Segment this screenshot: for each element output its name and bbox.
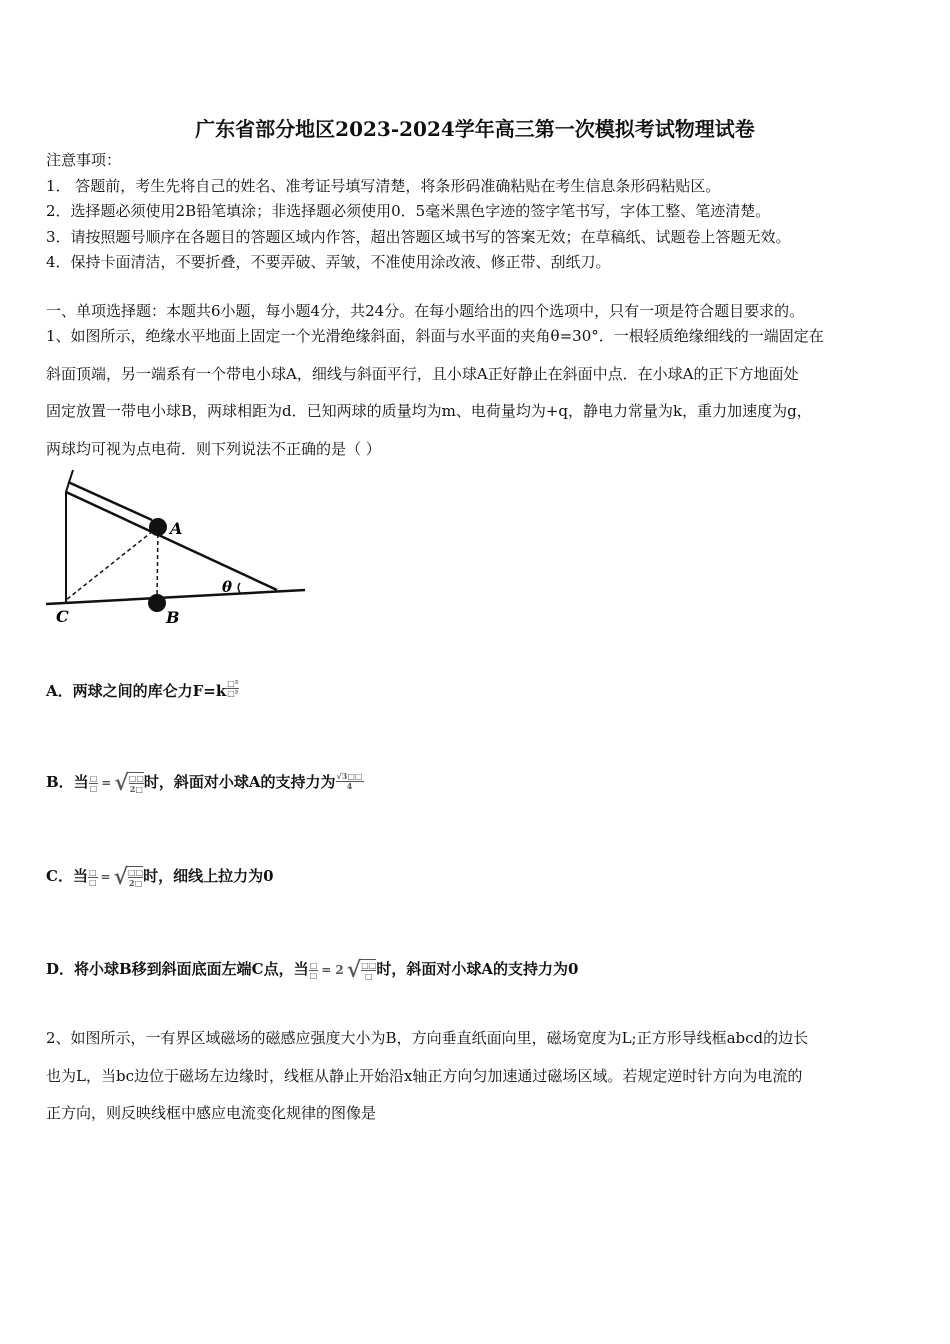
formula	[88, 868, 98, 887]
denominator: □	[89, 782, 98, 793]
numerator: □□	[128, 773, 144, 783]
formula	[226, 679, 239, 698]
numerator: □	[309, 959, 318, 970]
option-d[interactable]	[46, 959, 578, 981]
sqrt: √ □□ 2□	[113, 864, 144, 890]
sqrt: √ □□ □	[346, 957, 377, 983]
q1-text: 两球均可视为点电荷．则下列说法不正确的是（ ）	[46, 440, 381, 458]
q1-text: 1、如图所示，绝缘水平地面上固定一个光滑绝缘斜面，斜面与水平面的夹角θ=30°．一根轻质绝缘细线的一端固定在	[46, 327, 824, 345]
option-c-text: 时，细线上拉力为0	[143, 867, 274, 885]
option-d-prefix: D．将小球B移到斜面底面左端C点，当	[46, 960, 309, 978]
notice-item: 2．选择题必须使用2B铅笔填涂；非选择题必须使用0．5毫米黑色字迹的签字笔书写，字体工整、笔迹清楚。	[46, 202, 771, 220]
notice-item: 4．保持卡面清洁，不要折叠，不要弄破、弄皱，不准使用涂改液、修正带、刮纸刀。	[46, 253, 611, 271]
option-a[interactable]	[46, 679, 239, 701]
formula	[309, 961, 319, 980]
notice-item: 1． 答题前，考生先将自己的姓名、准考证号填写清楚，将条形码准确粘贴在考生信息条形码粘贴区。	[46, 177, 721, 195]
sqrt: √ □□ 2□	[114, 770, 144, 796]
denominator: 2□	[129, 784, 143, 794]
formula	[89, 774, 99, 793]
equals: =	[100, 870, 111, 884]
denominator: □	[309, 969, 318, 980]
q2-text: 也为L，当bc边位于磁场左边缘时，线框从静止开始沿x轴正方向匀加速通过磁场区域。若规定逆时针方向为电流的	[46, 1067, 803, 1085]
option-b-text: 时，斜面对小球A的支持力为	[143, 773, 336, 791]
section-heading: 一、单项选择题：本题共6小题，每小题4分，共24分。在每小题给出的四个选项中，只有一项是符合题目要求的。	[46, 302, 805, 320]
denominator: □	[365, 971, 373, 981]
denominator: 4	[346, 781, 353, 791]
notice-item: 3．请按照题号顺序在各题目的答题区域内作答，超出答题区域书写的答案无效；在草稿纸、试题卷上答题无效。	[46, 228, 791, 246]
ball-b	[148, 594, 166, 612]
label-theta: θ	[222, 578, 233, 596]
denominator: 2□	[129, 878, 143, 888]
numerator: □	[88, 866, 97, 877]
option-b-prefix: B．当	[46, 773, 89, 791]
incline-diagram	[0, 0, 330, 640]
numerator: □	[89, 772, 98, 783]
numerator: □□	[361, 960, 377, 970]
equals: = 2	[321, 963, 344, 977]
denominator: □²	[227, 688, 239, 698]
option-b[interactable]	[46, 772, 364, 794]
numerator: □²	[227, 678, 239, 688]
numerator: □□	[128, 867, 144, 877]
ball-a	[149, 518, 167, 536]
equals: =	[101, 776, 112, 790]
notice-heading: 注意事项：	[46, 151, 122, 169]
q2-text: 2、如图所示，一有界区域磁场的磁感应强度大小为B，方向垂直纸面向里，磁场宽度为L;正方形导线框abcd的边长	[46, 1029, 809, 1047]
page-title: 广东省部分地区2023-2024学年高三第一次模拟考试物理试卷	[195, 117, 755, 141]
denominator: □	[88, 876, 97, 887]
numerator: √3□□	[336, 771, 363, 781]
label-c: C	[56, 607, 69, 626]
option-c-prefix: C．当	[46, 867, 88, 885]
q2-text: 正方向，则反映线框中感应电流变化规律的图像是	[46, 1104, 377, 1122]
q1-text: 斜面顶端，另一端系有一个带电小球A，细线与斜面平行，且小球A正好静止在斜面中点．在小球A的正下方地面处	[46, 365, 799, 383]
option-c[interactable]	[46, 866, 274, 888]
q1-text: 固定放置一带电小球B，两球相距为d．已知两球的质量均为m、电荷量均为+q，静电力常量为k，重力加速度为g，	[46, 402, 812, 420]
label-a: A	[170, 519, 183, 538]
label-b: B	[166, 608, 180, 627]
formula	[336, 772, 364, 791]
option-a-text: A．两球之间的库仑力F=k	[46, 682, 227, 700]
option-d-text: 时，斜面对小球A的支持力为0	[376, 960, 579, 978]
